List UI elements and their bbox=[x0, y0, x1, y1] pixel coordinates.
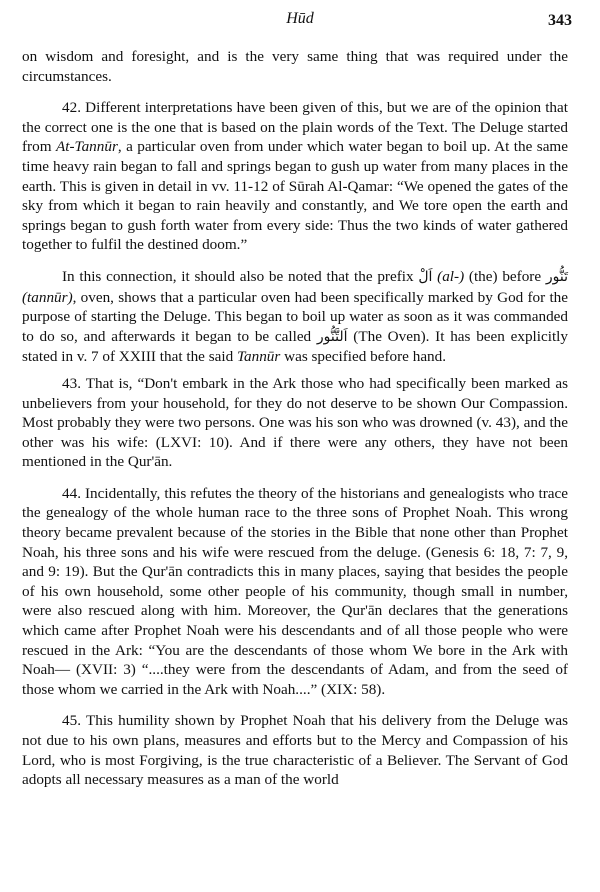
tannur-term: Tannūr bbox=[236, 348, 281, 366]
note-42-p2-text-e: was specified before hand. bbox=[280, 348, 447, 366]
running-title: Hūd bbox=[286, 10, 314, 27]
note-42-p2-text-a: In this connection, it should also be noted that the prefix bbox=[62, 267, 419, 285]
tannur-transliteration: (tannūr) bbox=[22, 288, 73, 306]
at-tannur-term: At-Tannūr bbox=[55, 138, 118, 156]
page-body bbox=[22, 47, 568, 790]
note-42-paragraph bbox=[22, 98, 568, 255]
note-44-paragraph: 44. Incidentally, this refutes the theory of the historians and genealogists who trace the genealogy of the whole human race to the three sons of Prophet Noah. This wrong theory became prevalent because of the stories in the Bible that none other than Prophet Noah, his three sons and his wife were rescued from the deluge. (Genesis 6: 18, 7: 7, 9, and 9: 19). But the Qur'ān contradicts this in many places, saying that besides the people of his own household, some other people of his community, though small in number, were also rescued along with him. Moreover, the Qur'ān declares that the generations which came after Prophet Noah were his descendants and of all those people who were rescued in the Ark: “You are the descendants of those whom We bore in the Ark with Noah— (XVII: 3) “....they were from the descendants of Adam, and from the seed of those whom we carried in the Ark with Noah....” (XIX: 58). bbox=[22, 484, 568, 698]
note-42-text-a: 42. Different interpretations have been given of this, but we are of the opinion that the correct one is the one that is based on the plain words of the Text. The Deluge started from bbox=[22, 99, 568, 156]
arabic-tannur: تَنُّور bbox=[545, 268, 568, 285]
continued-paragraph: on wisdom and foresight, and is the very same thing that was required under the circumstances. bbox=[22, 48, 568, 85]
arabic-at-tannur: اَلتَّنُّور bbox=[316, 328, 348, 345]
note-42-p2-text-b: (the) before bbox=[464, 267, 546, 285]
page-number: 343 bbox=[548, 12, 572, 29]
arabic-prefix-al: اَلْ bbox=[418, 268, 433, 285]
page-header bbox=[0, 10, 600, 34]
note-42-paragraph-2 bbox=[22, 267, 568, 367]
note-42-p2-text-d: (The Oven). It has been explicitly stated in v. 7 of XXIII that the said bbox=[22, 327, 568, 366]
note-43-paragraph: 43. That is, “Don't embark in the Ark those who had specifically been marked as unbelievers from your household, for they do not deserve to be shown Our Compassion. Most probably they were two persons. One was his son who was drowned (v. 43), and the other was his wife: (LXVI: 10). And if there were any others, they have not been mentioned in the Qur'ān. bbox=[22, 374, 568, 471]
note-42-p2-text-c: , oven, shows that a particular oven had been specifically marked by God for the purpose of starting the Deluge. This began to boil up water as soon as it was commanded to do so, and afterwards it began to be called bbox=[22, 288, 568, 345]
al-transliteration: (al-) bbox=[437, 267, 465, 285]
note-45-paragraph: 45. This humility shown by Prophet Noah that his delivery from the Deluge was not due to his own plans, measures and efforts but to the Mercy and Compassion of his Lord, who is most Forgiving, is the true characteristic of a Believer. The Servant of God adopts all necessary measures as a man of the world bbox=[22, 712, 568, 789]
note-42-text-b: , a particular oven from under which water began to boil up. At the same time heavy rain began to fall and springs began to gush up water from many places in the earth. This is given in detail in vv. 11-12 of Sūrah Al-Qamar: “We opened the gates of the sky from which it began to rain heavily and constantly, and We tore open the earth and springs began to gush forth water from every side: Thus the two kinds of water gathered together to fulfil the destined doom.” bbox=[22, 138, 568, 254]
